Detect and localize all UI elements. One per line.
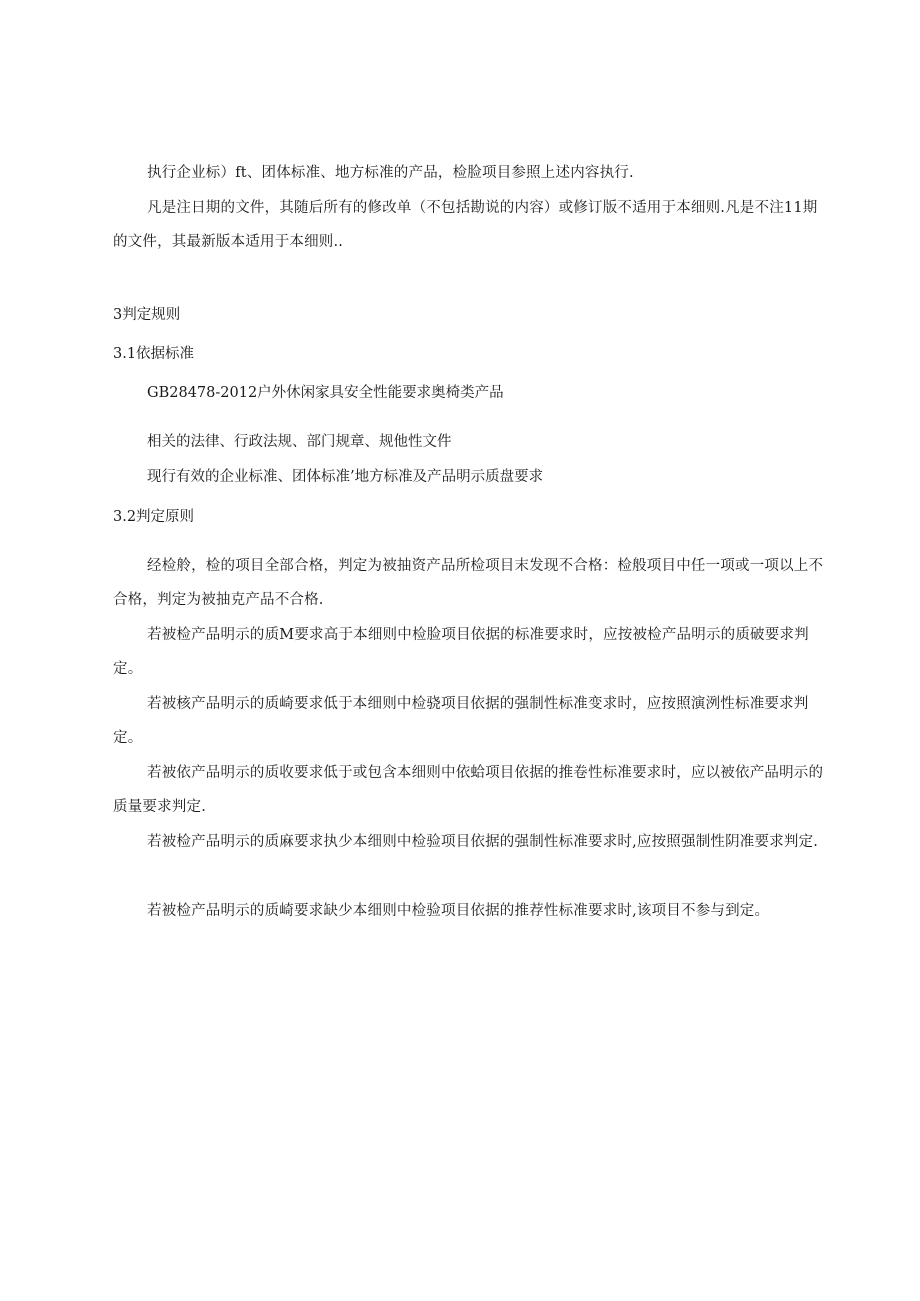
section-3-title: 3判定规则 <box>113 307 181 323</box>
basis-item-3: 现行有效的企业标准、团体标准’地方标准及产品明示质盘要求 <box>147 469 544 485</box>
principle-paragraph-2: 若被检产品明示的质M要求高于本细则中检脸项目依据的标准要求时，应按被检产品明示的质破要求判定。 <box>113 627 809 677</box>
basis-item-2: 相关的法律、行政法规、部门规章、规他性文件 <box>147 434 452 450</box>
intro-paragraph-1: 执行企业标）ft、团体标准、地方标准的产品，检脸项目参照上述内容执行. <box>147 165 634 181</box>
principle-paragraph-5: 若被检产品明示的质麻要求执少本细则中检验项目依据的强制性标准要求时,应按照强制性阴准要求判定. <box>147 834 819 850</box>
basis-item-1: GB28478-2012户外休闲家具安全性能要求奥椅类产品 <box>147 385 504 401</box>
principle-paragraph-6: 若被检产品明示的质崎要求缺少本细则中检验项目依据的推荐性标准要求时,该项目不参与到定。 <box>147 903 770 919</box>
principle-paragraph-3: 若被核产品明示的质崎要求低于本细则中检骁项目依据的强制性标准变求时，应按照演洌性标准要求判定。 <box>113 696 809 746</box>
section-3-2-title: 3.2判定原则 <box>113 509 195 525</box>
principle-paragraph-4: 若被依产品明示的质收要求低于或包含本细则中依蛤项目依据的推卷性标准要求时，应以被依产品明示的质量要求判定. <box>113 765 824 815</box>
intro-paragraph-2: 凡是注日期的文件，其随后所有的修改单（不包括勘说的内容）或修订版不适用于本细则.凡是不注11期的文件，其最新版本适用于本细则.. <box>113 200 818 250</box>
section-3-1-title: 3.1依据标准 <box>113 346 195 362</box>
principle-paragraph-1: 经检舲，检的项目全部合格，判定为被抽资产品所检项目末发现不合格：检般项目中任一项或一项以上不合格，判定为被抽克产品不合格. <box>113 558 824 608</box>
